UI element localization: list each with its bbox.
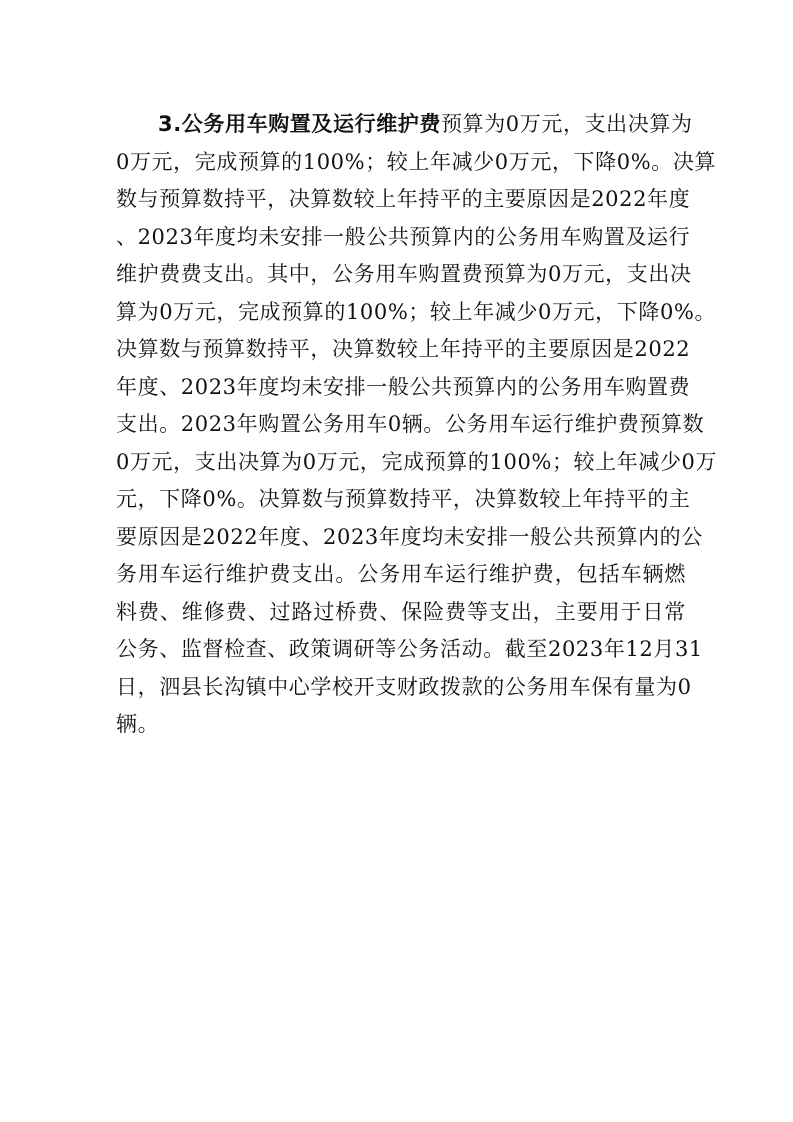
text-line-9: 支出。2023年购置公务用车0辆。公务用车运行维护费预算数 [116, 412, 705, 436]
text-line-8: 年度、2023年度均未安排一般公共预算内的公务用车购置费 [116, 374, 691, 399]
text-line-10: 0万元，支出决算为0万元，完成预算的100%；较上年减少0万 [116, 449, 718, 474]
text-line-12: 要原因是2022年度、2023年度均未安排一般公共预算内的公 [116, 524, 703, 549]
text-line-2: 0万元，完成预算的100%；较上年减少0万元，下降0%。决算 [116, 149, 717, 174]
text-line-7: 决算数与预算数持平，决算数较上年持平的主要原因是2022 [116, 337, 691, 361]
text-line-4: 、2023年度均未安排一般公共预算内的公务用车购置及运行 [116, 224, 691, 249]
text-line-11: 元，下降0%。决算数与预算数持平，决算数较上年持平的主 [116, 487, 691, 511]
body-text [116, 106, 718, 744]
text-line-5: 维护费费支出。其中，公务用车购置费预算为0万元，支出决 [116, 262, 692, 286]
text-line-17: 辆。 [116, 712, 160, 736]
text-line-1-content: 预算为0万元，支出决算为 [441, 112, 693, 136]
text-line-16: 日，泗县长沟镇中心学校开支财政拨款的公务用车保有量为0 [116, 674, 692, 699]
text-line-14: 料费、维修费、过路过桥费、保险费等支出，主要用于日常 [116, 599, 686, 624]
text-line-1 [116, 106, 693, 144]
text-line-15: 公务、监督检查、政策调研等公务活动。截至2023年12月31 [116, 637, 703, 661]
text-line-3: 数与预算数持平，决算数较上年持平的主要原因是2022年度 [116, 187, 691, 211]
text-line-13: 务用车运行维护费支出。公务用车运行维护费，包括车辆燃 [116, 562, 686, 586]
section-heading: 3.公务用车购置及运行维护费 [158, 112, 441, 136]
text-line-6: 算为0万元，完成预算的100%；较上年减少0万元，下降0%。 [116, 299, 717, 324]
